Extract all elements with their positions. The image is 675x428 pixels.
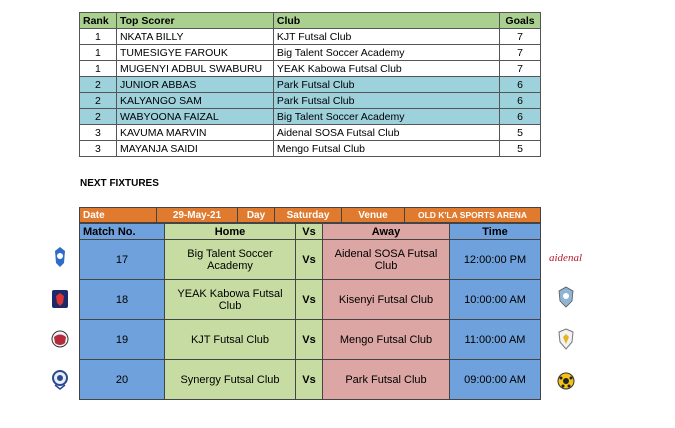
scorer-club: Park Futsal Club	[273, 93, 499, 109]
scorer-goals: 6	[500, 109, 541, 125]
fixture-time: 12:00:00 PM	[450, 240, 541, 280]
scorer-name: TUMESIGYE FAROUK	[116, 45, 273, 61]
scorer-rank: 1	[80, 29, 117, 45]
scorer-row	[80, 77, 541, 93]
fixture-vs: Vs	[296, 320, 323, 360]
club-header: Club	[273, 13, 499, 29]
fixture-match-no: 18	[80, 280, 165, 320]
scorer-name: JUNIOR ABBAS	[116, 77, 273, 93]
scorer-club: YEAK Kabowa Futsal Club	[273, 61, 499, 77]
kjt-logo-icon	[50, 328, 70, 350]
day-label: Day	[238, 208, 275, 223]
scorer-goals: 5	[500, 125, 541, 141]
scorer-club: KJT Futsal Club	[273, 29, 499, 45]
scorer-rank: 2	[80, 109, 117, 125]
scorer-rank: 1	[80, 45, 117, 61]
fixture-match-no: 19	[80, 320, 165, 360]
fixture-row	[80, 320, 541, 360]
fixture-row	[80, 280, 541, 320]
scorer-row	[80, 61, 541, 77]
top-scorers-table	[79, 12, 541, 157]
date-value: 29-May-21	[157, 208, 238, 223]
top-scorers-header-row	[80, 13, 541, 29]
fixtures-matches-table	[79, 223, 541, 400]
away-header: Away	[323, 224, 450, 240]
scorer-row	[80, 109, 541, 125]
scorer-rank: 3	[80, 141, 117, 157]
scorer-name: KALYANGO SAM	[116, 93, 273, 109]
fixture-match-no: 17	[80, 240, 165, 280]
scorer-row	[80, 93, 541, 109]
scorer-rank: 2	[80, 93, 117, 109]
scorer-rank: 3	[80, 125, 117, 141]
scorer-rank: 2	[80, 77, 117, 93]
fixture-home-team: Big Talent Soccer Academy	[165, 240, 296, 280]
next-fixtures-title: NEXT FIXTURES	[80, 178, 159, 189]
synergy-logo-icon	[50, 368, 70, 390]
fixtures-table	[79, 207, 541, 223]
scorer-row	[80, 125, 541, 141]
day-value: Saturday	[275, 208, 342, 223]
scorer-name: MAYANJA SAIDI	[116, 141, 273, 157]
scorer-rank: 1	[80, 61, 117, 77]
fixture-match-no: 20	[80, 360, 165, 400]
scorer-club: Mengo Futsal Club	[273, 141, 499, 157]
fixture-row	[80, 240, 541, 280]
aidenal-logo-text: aidenal	[549, 252, 582, 264]
fixtures-info-row	[80, 208, 541, 223]
fixture-time: 10:00:00 AM	[450, 280, 541, 320]
fixture-row	[80, 360, 541, 400]
scorer-club: Big Talent Soccer Academy	[273, 109, 499, 125]
fixture-home-team: KJT Futsal Club	[165, 320, 296, 360]
mengo-logo-icon	[556, 328, 576, 350]
scorer-club: Aidenal SOSA Futsal Club	[273, 125, 499, 141]
scorer-goals: 6	[500, 77, 541, 93]
fixture-away-team: Aidenal SOSA Futsal Club	[323, 240, 450, 280]
fixture-away-team: Kisenyi Futsal Club	[323, 280, 450, 320]
kisenyi-logo-icon	[556, 286, 576, 308]
scorer-row	[80, 29, 541, 45]
scorer-name: KAVUMA MARVIN	[116, 125, 273, 141]
scorer-goals: 7	[500, 45, 541, 61]
scorer-row	[80, 141, 541, 157]
fixture-vs: Vs	[296, 240, 323, 280]
venue-value: OLD K'LA SPORTS ARENA	[405, 208, 541, 223]
fixture-home-team: Synergy Futsal Club	[165, 360, 296, 400]
fixture-home-team: YEAK Kabowa Futsal Club	[165, 280, 296, 320]
match-no-header: Match No.	[80, 224, 165, 240]
time-header: Time	[450, 224, 541, 240]
home-header: Home	[165, 224, 296, 240]
fixture-time: 11:00:00 AM	[450, 320, 541, 360]
scorer-name: WABYOONA FAIZAL	[116, 109, 273, 125]
scorer-club: Big Talent Soccer Academy	[273, 45, 499, 61]
scorer-row	[80, 45, 541, 61]
venue-label: Venue	[342, 208, 405, 223]
scorer-goals: 7	[500, 61, 541, 77]
fixture-away-team: Mengo Futsal Club	[323, 320, 450, 360]
big-talent-logo-icon	[50, 246, 70, 268]
vs-header: Vs	[296, 224, 323, 240]
scorer-goals: 5	[500, 141, 541, 157]
aidenal-logo	[549, 248, 585, 266]
fixture-vs: Vs	[296, 280, 323, 320]
scorer-club: Park Futsal Club	[273, 77, 499, 93]
fixture-away-team: Park Futsal Club	[323, 360, 450, 400]
fixtures-header-row	[80, 224, 541, 240]
scorer-goals: 6	[500, 93, 541, 109]
date-label: Date	[80, 208, 157, 223]
top-scorer-header: Top Scorer	[116, 13, 273, 29]
scorer-name: MUGENYI ADBUL SWABURU	[116, 61, 273, 77]
scorer-name: NKATA BILLY	[116, 29, 273, 45]
park-logo-icon	[556, 370, 576, 392]
goals-header: Goals	[500, 13, 541, 29]
rank-header: Rank	[80, 13, 117, 29]
yeak-kabowa-logo-icon	[50, 288, 70, 310]
scorer-goals: 7	[500, 29, 541, 45]
fixture-vs: Vs	[296, 360, 323, 400]
fixture-time: 09:00:00 AM	[450, 360, 541, 400]
